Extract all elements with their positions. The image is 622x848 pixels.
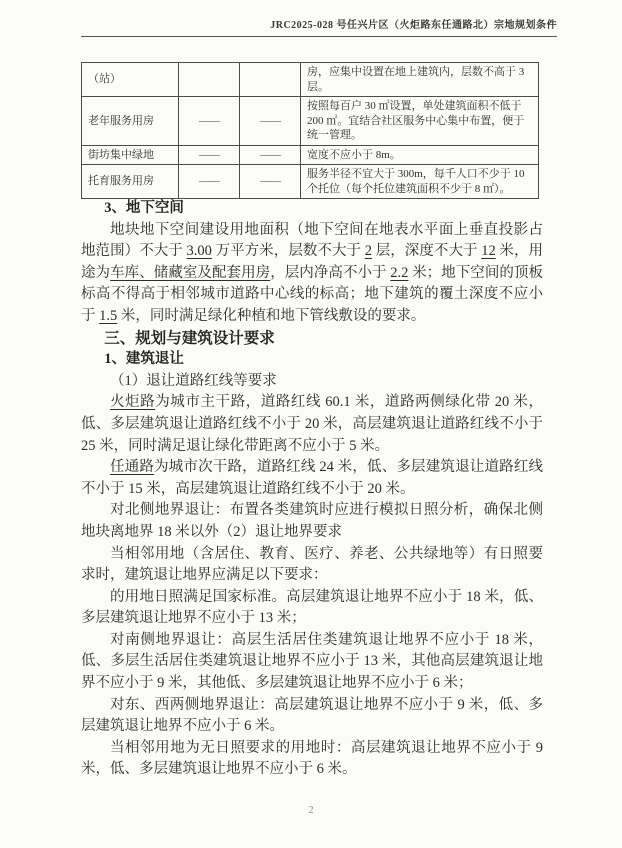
text-run: 米；地下空间的顶板标高不得高于相邻城市道路中心线的标高；地下建筑的覆土深度不应小于 bbox=[81, 264, 544, 324]
text-run: 层，深度不大于 bbox=[372, 243, 482, 260]
table-row bbox=[82, 97, 539, 146]
text-run: 三、规划与建筑设计要求 bbox=[104, 329, 275, 347]
table-row bbox=[82, 165, 539, 199]
text-run: 为城市次干路，道路红线 24 米，低、多层建筑退让道路红线不小于 15 米，高层建筑退让道路红线不小于 20 米。 bbox=[81, 459, 544, 497]
text-run: 3、地下空间 bbox=[104, 200, 184, 216]
table-row bbox=[82, 145, 539, 165]
heading-building-setback bbox=[81, 349, 543, 371]
text-run: 对北侧地界退让：布置各类建筑时应进行模拟日照分析，确保北侧地块离地界 18 米以外（2）退让地界要求 bbox=[81, 502, 543, 540]
requirements-table bbox=[81, 62, 539, 199]
underlined-value: 12 bbox=[481, 243, 496, 260]
table-row bbox=[82, 63, 539, 97]
dash-cell bbox=[240, 63, 301, 97]
document-body bbox=[81, 198, 543, 781]
requirement-cell: 房，应集中设置在地上建筑内，层数不高于 3 层。 bbox=[301, 63, 539, 97]
para-national-standard bbox=[81, 587, 543, 630]
text-run: ，层内净高不小于 bbox=[270, 264, 391, 281]
underlined-value: 火炬路 bbox=[110, 394, 156, 411]
requirement-cell: 按照每百户 30 ㎡设置，单处建筑面积不低于 200 ㎡。宜结合社区服务中心集中布置，便于统一管理。 bbox=[301, 97, 539, 146]
underlined-value: 2 bbox=[364, 243, 373, 260]
heading-underground-space bbox=[81, 198, 543, 220]
page-number: 2 bbox=[308, 805, 314, 816]
text-run: 对东、西两侧地界退让：高层建筑退让地界不应小于 9 米，低、多层建筑退让地界不应小于 6 米。 bbox=[81, 696, 543, 735]
underlined-value: 2.2 bbox=[390, 264, 409, 281]
underlined-value: 3.00 bbox=[186, 243, 212, 260]
text-run: 的用地日照满足国家标准。高层建筑退让地界不应小于 18 米，低、多层建筑退让地界不应小于 13 米； bbox=[81, 588, 543, 627]
item-name-cell: 托育服务用房 bbox=[82, 165, 179, 199]
heading-planning-design bbox=[81, 328, 543, 350]
para-no-sunlight bbox=[81, 738, 543, 781]
text-run: 对南侧地界退让：高层生活居住类建筑退让地界不应小于 18 米，低、多层生活居住类建筑退让地界不应小于 13 米，其他高层建筑退让地界不应小于 9 米，其他低、多层建筑退让地界不应小于 6 米； bbox=[81, 631, 543, 692]
item-name-cell: 街坊集中绿地 bbox=[82, 145, 179, 165]
para-underground-space bbox=[81, 220, 543, 328]
para-rentong-road bbox=[81, 457, 543, 500]
underlined-value: 1.5 bbox=[99, 307, 118, 324]
para-adjacent-sunlight bbox=[81, 544, 543, 587]
underlined-value: 车库、储藏室及配套用房 bbox=[110, 264, 271, 281]
text-run: 地块地下空间建设用地面积（地下空间在地表水平面上垂直投影占地范围）不大于 bbox=[81, 221, 543, 260]
para-redline-title bbox=[81, 371, 543, 393]
dash-cell: —— bbox=[240, 97, 301, 146]
para-huoju-road bbox=[81, 392, 543, 457]
underlined-value: 任通路 bbox=[110, 459, 155, 476]
table-body bbox=[82, 63, 539, 199]
para-south-boundary bbox=[81, 630, 543, 695]
text-run: 万平方米，层数不大于 bbox=[211, 243, 365, 260]
dash-cell: —— bbox=[179, 145, 240, 165]
text-run: （1）退让道路红线等要求 bbox=[110, 372, 277, 389]
text-run: 米，用途为 bbox=[81, 243, 544, 281]
item-name-cell: 老年服务用房 bbox=[82, 97, 179, 146]
text-run: 为城市主干路，道路红线 60.1 米，道路两侧绿化带 20 米，低、多层建筑退让道路红线不小于 20 米，高层建筑退让道路红线不小于 25 米，同时满足退让绿化带距离不应小于 5 米。 bbox=[81, 394, 544, 454]
dash-cell: —— bbox=[240, 145, 301, 165]
para-east-west-boundary bbox=[81, 695, 543, 738]
item-name-cell: （站） bbox=[82, 63, 179, 97]
text-run: 1、建筑退让 bbox=[104, 351, 184, 368]
dash-cell bbox=[179, 63, 240, 97]
dash-cell: —— bbox=[240, 165, 301, 199]
requirement-cell: 服务半径不宜大于 300m，每千人口不少于 10 个托位（每个托位建筑面积不少于 8 ㎡）。 bbox=[301, 165, 539, 199]
dash-cell: —— bbox=[179, 165, 240, 199]
text-run: 当相邻用地（含居住、教育、医疗、养老、公共绿地等）有日照要求时，建筑退让地界应满足以下要求： bbox=[81, 545, 543, 584]
text-run: 米，同时满足绿化种植和地下管线敷设的要求。 bbox=[117, 307, 426, 324]
dash-cell: —— bbox=[179, 97, 240, 146]
page-header-title: JRC2025-028 号任兴片区（火炬路东任通路北）宗地规划条件 bbox=[81, 16, 557, 37]
requirement-cell: 宽度不应小于 8m。 bbox=[301, 145, 539, 165]
para-north-boundary bbox=[81, 500, 543, 543]
text-run: 当相邻用地为无日照要求的用地时：高层建筑退让地界不应小于 9 米，低、多层建筑退让地界不应小于 6 米。 bbox=[81, 739, 543, 778]
